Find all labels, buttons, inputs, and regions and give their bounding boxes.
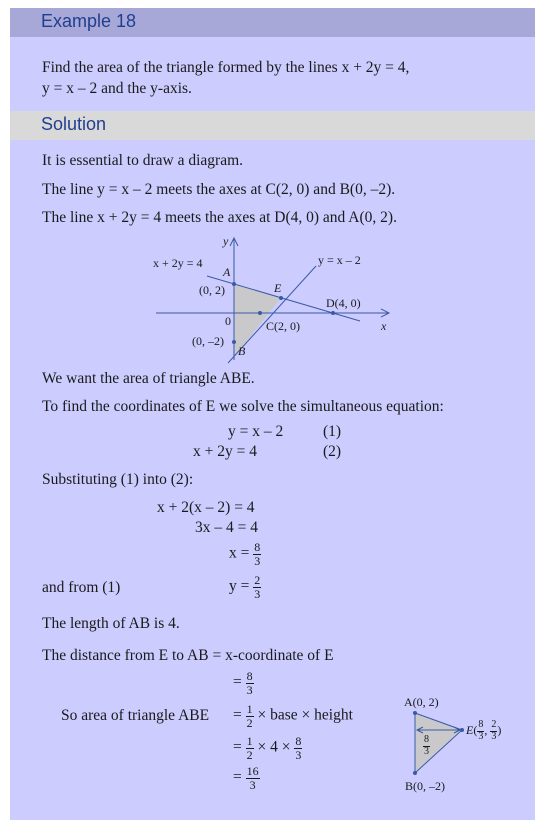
label-origin: 0 [225,314,231,328]
step-substituting: Substituting (1) into (2): [42,471,194,488]
distance-fraction: $\frac{8}{3}$ [246,669,253,697]
y-axis-label: y [223,234,229,248]
area-intro: So area of triangle ABE [61,707,210,724]
label-a-coord: (0, 2) [199,283,225,297]
label-b-coord: (0, –2) [192,334,224,348]
x-fraction: $\frac{8}{3}$ [254,540,261,568]
equation-1: y = x – 2 [228,423,284,440]
area-formula: = $\frac{1}{2}$ × base × height [233,702,353,730]
label-b2: B(0, –2) [405,779,445,793]
solve-y-lhs: y = [229,577,250,595]
half-fraction-2: $\frac{1}{2}$ [246,734,253,762]
y-fraction: $\frac{2}{3}$ [254,573,261,601]
label-a2: A(0, 2) [404,695,439,709]
problem-line-1: Find the area of the triangle formed by the lines x + 2y = 4, [42,59,410,76]
height-label [423,735,430,757]
example-title: Example 18 [41,11,137,31]
label-b: B [238,344,246,358]
equation-2-tag: (2) [323,443,342,460]
label-a: A [223,265,231,279]
step-want-area: We want the area of triangle ABE. [42,370,255,387]
distance-value: = $\frac{8}{3}$ [233,669,253,697]
from-equation-1: and from (1) [42,579,121,596]
label-c-coord: C(2, 0) [266,319,300,333]
line1-label: x + 2y = 4 [153,256,203,270]
result-fraction: $\frac{16}{3}$ [246,764,259,792]
equation-2: x + 2y = 4 [193,443,257,460]
half-fraction: $\frac{1}{2}$ [246,702,253,730]
label-e: E [274,281,282,295]
step-length-ab: The length of AB is 4. [42,615,180,632]
area-result: = $\frac{16}{3}$ [233,764,259,792]
label-d-coord: D(4, 0) [326,296,361,310]
point-b2 [413,771,417,775]
step-line2-intercepts: The line x + 2y = 4 meets the axes at D(4, 0) and A(0, 2). [42,209,397,226]
problem-line-2: y = x – 2 and the y-axis. [42,80,192,97]
substitution-line-1: x + 2(x – 2) = 4 [157,499,255,516]
step-find-e: To find the coordinates of E we solve the simultaneous equation: [42,398,444,415]
step-line1-intercepts: The line y = x – 2 meets the axes at C(2, 0) and B(0, –2). [42,181,396,198]
point-a2 [413,711,417,715]
area-words: × base × height [257,706,353,724]
step-diagram-note: It is essential to draw a diagram. [42,152,244,169]
height-label-fraction: $\frac{8}{3}$ [424,734,429,757]
times-four: × 4 × [257,738,291,756]
point-e2 [460,728,464,732]
solution-title: Solution [41,114,107,134]
solve-x-lhs: x = [229,544,250,562]
height-fraction: $\frac{8}{3}$ [295,734,302,762]
equation-1-tag: (1) [323,423,342,440]
step-distance: The distance from E to AB = x-coordinate of E [42,647,334,664]
x-axis-label: x [381,319,387,333]
line2-label: y = x – 2 [318,253,361,267]
area-substitution: = $\frac{1}{2}$ × 4 × $\frac{8}{3}$ [233,734,302,762]
label-e2: E( $\frac{8}{3}$ , $\frac{2}{3}$ ) [466,719,502,742]
substitution-line-2: 3x – 4 = 4 [195,519,258,536]
